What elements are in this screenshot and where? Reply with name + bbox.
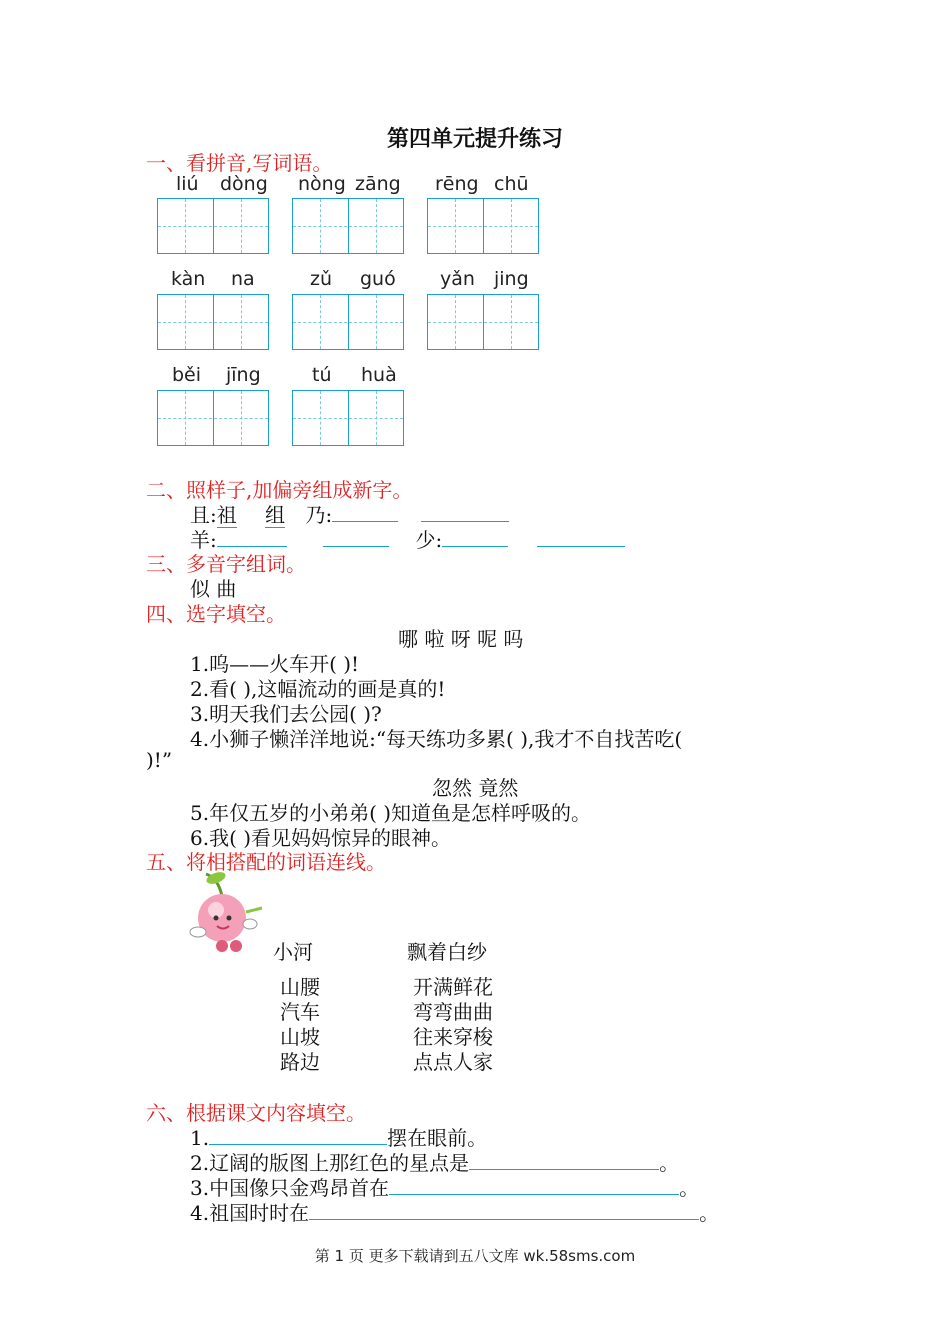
answer-blank[interactable]: [209, 1126, 387, 1145]
section-5-heading: 五、将相搭配的词语连线。: [146, 850, 386, 874]
question-5: 5.年仅五岁的小弟弟( )知道鱼是怎样呼吸的。: [190, 801, 592, 825]
pinyin-label: yǎn: [440, 268, 475, 290]
section-1-heading: 一、看拼音,写词语。: [146, 151, 333, 175]
question-3: 3.明天我们去公园( )?: [190, 702, 382, 726]
page-title: 第四单元提升练习: [386, 126, 563, 152]
writing-box[interactable]: [427, 294, 539, 350]
example-char: 祖: [216, 503, 237, 527]
match-left-item[interactable]: 路边: [280, 1050, 320, 1074]
question-prefix: 1.: [190, 1126, 210, 1150]
cherry-mascot-icon: [186, 868, 270, 954]
radical-base: 羊:: [190, 528, 217, 552]
writing-box[interactable]: [427, 198, 539, 254]
match-right-item[interactable]: 点点人家: [413, 1050, 493, 1074]
writing-box[interactable]: [157, 198, 269, 254]
pinyin-label: dòng: [220, 173, 268, 195]
section-6-heading: 六、根据课文内容填空。: [146, 1101, 366, 1125]
question-4-cont: )!”: [146, 748, 173, 772]
question-prefix: 4.祖国时时在: [190, 1201, 310, 1225]
answer-blank[interactable]: [537, 528, 625, 547]
match-right-item[interactable]: 往来穿梭: [413, 1025, 493, 1049]
answer-blank[interactable]: [309, 1201, 699, 1220]
pinyin-label: kàn: [171, 268, 206, 290]
pinyin-label: zǔ: [310, 268, 333, 290]
pinyin-label: jing: [494, 268, 529, 290]
radical-base: 乃:: [305, 503, 333, 527]
pinyin-label: tú: [312, 364, 332, 386]
question-suffix: 。: [699, 1201, 720, 1225]
writing-box[interactable]: [157, 390, 269, 446]
question-1: 1.呜——火车开( )!: [190, 652, 360, 676]
match-left-item[interactable]: 山腰: [280, 975, 320, 999]
question-4: 4.小狮子懒洋洋地说:“每天练功多累( ),我才不自找苦吃(: [190, 727, 683, 751]
pinyin-label: jīng: [226, 364, 261, 386]
fill-question-4: [190, 1197, 719, 1226]
pinyin-label: guó: [360, 268, 396, 290]
radical-base: 且:: [190, 503, 217, 527]
answer-blank[interactable]: [217, 528, 287, 547]
example-char: 组: [265, 503, 286, 527]
pinyin-label: zāng: [355, 173, 401, 195]
pinyin-label: rēng: [435, 173, 479, 195]
section-4-heading: 四、选字填空。: [146, 602, 286, 626]
pinyin-label: běi: [172, 364, 202, 386]
pinyin-label: liú: [176, 173, 199, 195]
writing-box[interactable]: [292, 294, 404, 350]
question-suffix: 。: [679, 1176, 700, 1200]
answer-blank[interactable]: [421, 503, 509, 522]
pinyin-label: na: [231, 268, 255, 290]
word-options-2: 忽然 竟然: [432, 776, 519, 800]
answer-blank[interactable]: [389, 1176, 679, 1195]
answer-blank[interactable]: [469, 1151, 659, 1170]
match-right-item[interactable]: 开满鲜花: [413, 975, 493, 999]
question-suffix: 。: [659, 1151, 680, 1175]
writing-box[interactable]: [292, 198, 404, 254]
section-2-heading: 二、照样子,加偏旁组成新字。: [146, 478, 413, 502]
match-right-item[interactable]: 飘着白纱: [407, 940, 487, 964]
polyphone-chars: 似 曲: [190, 577, 237, 601]
match-left-item[interactable]: 小河: [273, 940, 313, 964]
match-left-item[interactable]: 山坡: [280, 1025, 320, 1049]
pinyin-label: huà: [361, 364, 397, 386]
question-2: 2.看( ),这幅流动的画是真的!: [190, 677, 446, 701]
pinyin-label: chū: [494, 173, 529, 195]
question-prefix: 3.中国像只金鸡昂首在: [190, 1176, 390, 1200]
writing-box[interactable]: [157, 294, 269, 350]
question-prefix: 2.辽阔的版图上那红色的星点是: [190, 1151, 470, 1175]
match-left-item[interactable]: 汽车: [280, 1000, 320, 1024]
answer-blank[interactable]: [323, 528, 389, 547]
word-options-1: 哪 啦 呀 呢 吗: [398, 627, 524, 651]
question-suffix: 摆在眼前。: [387, 1126, 488, 1150]
match-right-item[interactable]: 弯弯曲曲: [413, 1000, 493, 1024]
pinyin-label: nòng: [298, 173, 346, 195]
writing-box[interactable]: [292, 390, 404, 446]
answer-blank[interactable]: [332, 503, 398, 522]
answer-blank[interactable]: [442, 528, 508, 547]
question-6: 6.我( )看见妈妈惊异的眼神。: [190, 826, 452, 850]
page-footer: 第 1 页 更多下载请到五八文库 wk.58sms.com: [314, 1247, 636, 1265]
section-3-heading: 三、多音字组词。: [146, 552, 306, 576]
radical-base: 少:: [415, 528, 443, 552]
